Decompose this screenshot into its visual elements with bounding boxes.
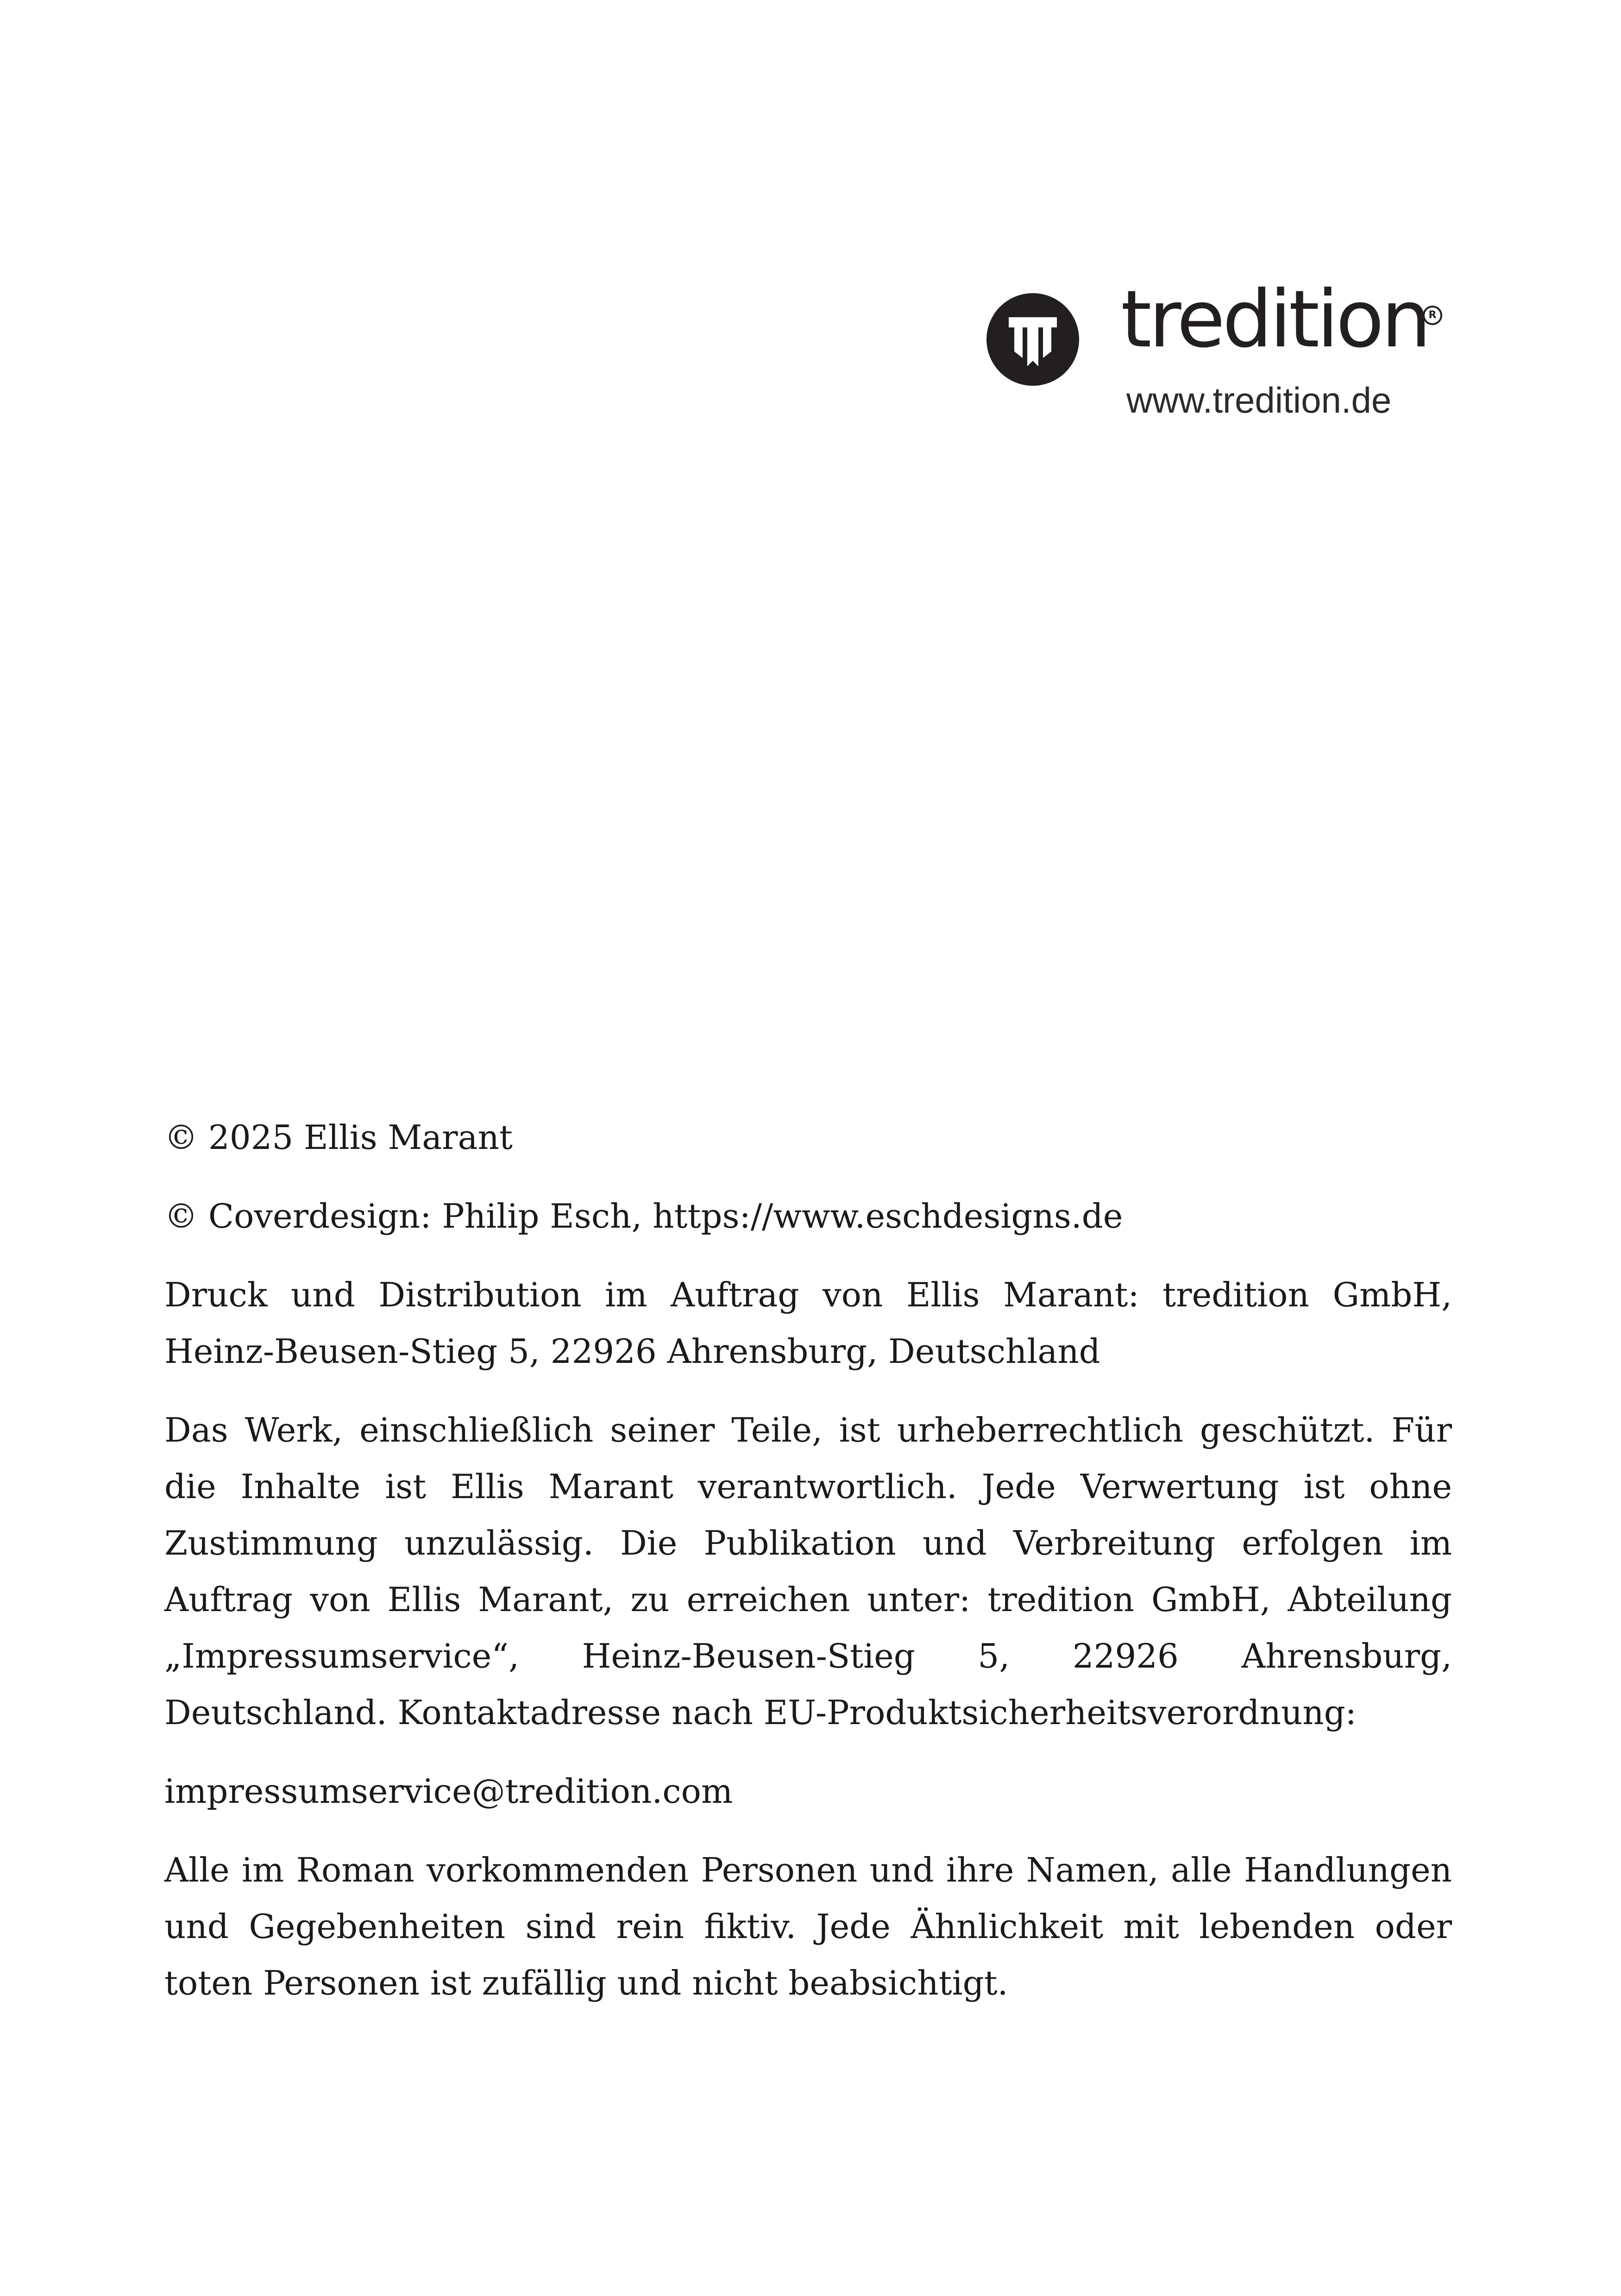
registered-trademark-icon: R	[1423, 306, 1442, 325]
rights-notice: Das Werk, einschließlich seiner Teile, ist urheberrechtlich geschützt. Für die Inhalte ist Ellis Marant verantwortlich. Jede Verwertung ist ohne Zustimmung unzulässig. Die Publikation und Verbreitung erfolgen im Auftrag von Ellis Marant, zu erreichen unter: tredition GmbH, Abteilung „Impressumservice“, Heinz-Beusen-Stieg 5, 22926 Ahrensburg, Deutschland. Kontaktadresse nach EU-Produktsicherheitsverordnung:	[164, 1411, 1452, 1732]
publisher-logo-wordmark: tredition	[1121, 274, 1429, 365]
publisher-logo	[986, 274, 1450, 438]
publisher-url: www.tredition.de	[1126, 380, 1392, 420]
imprint-block	[164, 1109, 1452, 2033]
copyright-author: © 2025 Ellis Marant	[164, 1118, 513, 1157]
print-distribution-notice: Druck und Distribution im Auftrag von Ellis Marant: tredition GmbH, Heinz-Beusen-Stieg 5, 22926 Ahrensburg, Deutschland	[164, 1275, 1452, 1371]
copyright-cover: © Coverdesign: Philip Esch, https://www.eschdesigns.de	[164, 1197, 1123, 1236]
contact-email: impressumservice@tredition.com	[164, 1772, 733, 1811]
fiction-disclaimer: Alle im Roman vorkommenden Personen und ihre Namen, alle Handlungen und Gegebenheiten sind rein fiktiv. Jede Ähnlichkeit mit lebenden oder toten Personen ist zufällig und nicht beabsichtigt.	[164, 1851, 1452, 2002]
tredition-t-icon	[986, 293, 1079, 386]
